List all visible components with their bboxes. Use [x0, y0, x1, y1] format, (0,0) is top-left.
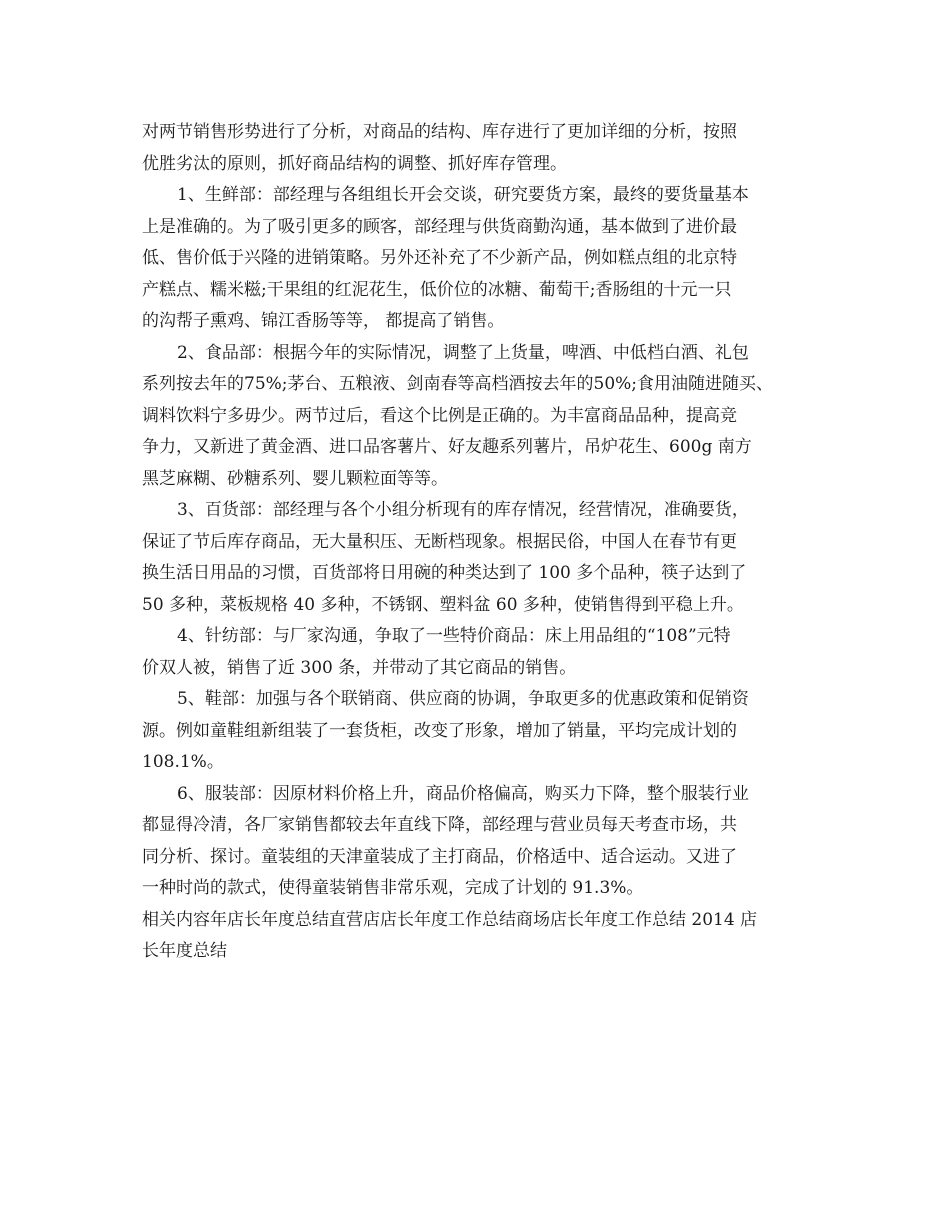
- text-line: 一种时尚的款式，使得童装销售非常乐观，完成了计划的 91.3%。: [142, 878, 644, 898]
- text-line: 50 多种，菜板规格 40 多种，不锈钢、塑料盆 60 多种，使销售得到平稳上升。: [142, 594, 744, 615]
- section-food: [142, 338, 832, 496]
- section-clothing: [142, 779, 832, 905]
- text-line: 产糕点、糯米糍;干果组的红泥花生，低价位的冰糖、葡萄干;香肠组的十元一只: [142, 279, 732, 300]
- section-textiles: [142, 621, 832, 684]
- section-general-merchandise: [142, 495, 832, 621]
- text-line: 争力，又新进了黄金酒、进口品客薯片、好友趣系列薯片，吊炉花生、600g 南方: [142, 437, 752, 457]
- text-line: 3、百货部：部经理与各个小组分析现有的库存情况，经营情况，准确要货，: [177, 500, 749, 520]
- related-content: [142, 905, 832, 968]
- text-line: 价双人被，销售了近 300 条，并带动了其它商品的销售。: [142, 657, 577, 678]
- text-line: 6、服装部：因原材料价格上升，商品价格偏高，购买力下降，整个服装行业: [177, 783, 749, 804]
- text-line: 优胜劣汰的原则，抓好商品结构的调整、抓好库存管理。: [142, 153, 567, 174]
- text-line: 源。例如童鞋组新组装了一套货柜，改变了形象，增加了销量，平均完成计划的: [142, 720, 737, 741]
- text-line: 对两节销售形势进行了分析，对商品的结构、库存进行了更加详细的分析，按照: [142, 122, 737, 142]
- text-line: 4、针纺部：与厂家沟通，争取了一些特价商品：床上用品组的“108”元特: [177, 626, 731, 646]
- section-shoes: [142, 684, 832, 779]
- text-line: 2、食品部：根据今年的实际情况，调整了上货量，啤酒、中低档白酒、礼包: [177, 342, 749, 363]
- text-line: 低、售价低于兴隆的进销策略。另外还补充了不少新产品，例如糕点组的北京特: [142, 248, 737, 268]
- text-line: 保证了节后库存商品，无大量积压、无断档现象。根据民俗，中国人在春节有更: [142, 531, 737, 552]
- text-line: 都显得冷清，各厂家销售都较去年直线下降，部经理与营业员每天考查市场，共: [142, 815, 737, 835]
- intro-paragraph: [142, 117, 832, 180]
- text-line: 调料饮料宁多毋少。两节过后，看这个比例是正确的。为丰富商品品种，提高竞: [142, 405, 737, 426]
- text-line: 108.1%。: [142, 752, 224, 772]
- text-line: 黑芝麻糊、砂糖系列、婴儿颗粒面等等。: [142, 468, 448, 489]
- section-fresh-food: [142, 180, 832, 338]
- text-line: 相关内容年店长年度总结直营店店长年度工作总结商场店长年度工作总结 2014 店: [142, 909, 758, 930]
- text-line: 的沟帮子熏鸡、锦江香肠等等， 都提高了销售。: [142, 311, 505, 331]
- text-line: 长年度总结: [142, 941, 227, 961]
- text-line: 1、生鲜部：部经理与各组组长开会交谈，研究要货方案，最终的要货量基本: [177, 185, 749, 205]
- document-body: [142, 117, 832, 968]
- text-line: 同分析、探讨。童装组的天津童装成了主打商品，价格适中、适合运动。又进了: [142, 846, 737, 867]
- text-line: 换生活日用品的习惯，百货部将日用碗的种类达到了 100 多个品种，筷子达到了: [142, 563, 747, 583]
- text-line: 系列按去年的75%;茅台、五粮液、剑南春等高档酒按去年的50%;食用油随进随买、: [142, 374, 774, 394]
- text-line: 上是准确的。为了吸引更多的顾客，部经理与供货商勤沟通，基本做到了进价最: [142, 216, 737, 237]
- text-line: 5、鞋部：加强与各个联销商、供应商的协调，争取更多的优惠政策和促销资: [177, 689, 749, 709]
